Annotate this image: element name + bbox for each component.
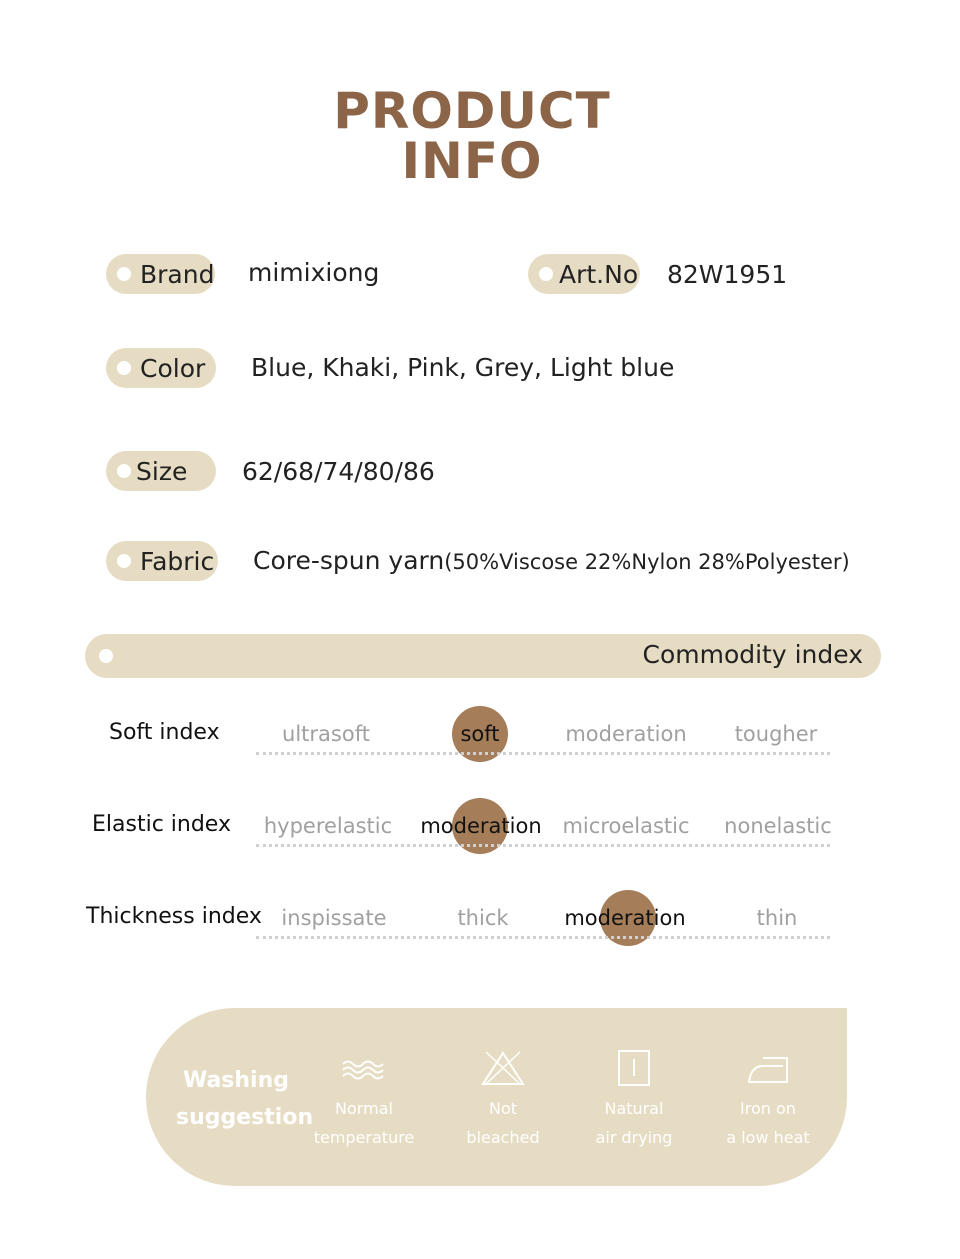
- size-value: 62/68/74/80/86: [242, 457, 435, 486]
- fabric-value-main: Core-spun yarn: [253, 546, 445, 575]
- washing-title-line1: Washing: [182, 1068, 290, 1093]
- size-label: Size: [136, 456, 188, 486]
- wash-item-not-bleached: [438, 1050, 568, 1152]
- wash-item-line1: Iron on: [740, 1099, 796, 1118]
- elastic-option-microelastic: microelastic: [562, 814, 690, 838]
- size-pill: [106, 451, 216, 491]
- thickness-option-thin: thin: [756, 906, 798, 930]
- fabric-pill: [106, 541, 218, 581]
- soft-index-track: [256, 752, 830, 755]
- wash-item-line1: Natural: [604, 1099, 664, 1118]
- brand-value: mimixiong: [248, 258, 380, 287]
- color-value: Blue, Khaki, Pink, Grey, Light blue: [251, 353, 675, 382]
- brand-pill: [106, 254, 215, 294]
- color-label: Color: [140, 353, 206, 383]
- wash-item-line2: temperature: [313, 1128, 415, 1147]
- fabric-value: [253, 546, 850, 575]
- page-title-line1: PRODUCT: [333, 82, 611, 140]
- washing-title-line2: suggestion: [176, 1105, 314, 1130]
- wash-item-line1: Normal: [335, 1099, 393, 1118]
- no-bleach-triangle-icon: [478, 1050, 528, 1086]
- elastic-index-track: [256, 844, 830, 847]
- thickness-option-inspissate: inspissate: [281, 906, 387, 930]
- bullet-dot-icon: [117, 554, 131, 568]
- soft-option-tougher: tougher: [734, 722, 818, 746]
- bullet-dot-icon: [117, 361, 131, 375]
- thickness-option-thick: thick: [457, 906, 509, 930]
- elastic-option-moderation: moderation: [420, 814, 542, 838]
- wash-item-line2: bleached: [466, 1128, 540, 1147]
- page-title-line2: INFO: [401, 132, 543, 190]
- thickness-index-track: [256, 936, 830, 939]
- elastic-option-nonelastic: nonelastic: [724, 814, 832, 838]
- iron-icon: [743, 1050, 793, 1086]
- elastic-option-hyperelastic: hyperelastic: [263, 814, 393, 838]
- thickness-option-moderation: moderation: [564, 906, 686, 930]
- elastic-index-label: Elastic index: [92, 812, 231, 837]
- bullet-dot-icon: [539, 267, 553, 281]
- wave-water-icon: [339, 1050, 389, 1086]
- page-title: [0, 82, 944, 190]
- soft-option-moderation: moderation: [565, 722, 687, 746]
- wash-item-normal-temperature: [299, 1050, 429, 1152]
- commodity-index-bar: [85, 634, 881, 678]
- wash-item-line1: Not: [488, 1099, 518, 1118]
- color-pill: [106, 348, 216, 388]
- thickness-index-label: Thickness index: [86, 904, 262, 929]
- art-no-label: Art.No: [559, 259, 639, 289]
- soft-option-soft: soft: [460, 722, 500, 746]
- washing-suggestion-title: [176, 1062, 314, 1136]
- wash-item-iron-low-heat: [703, 1050, 833, 1152]
- commodity-index-title: Commodity index: [642, 640, 863, 669]
- fabric-value-detail: (50%Viscose 22%Nylon 28%Polyester): [444, 550, 850, 574]
- soft-option-ultrasoft: ultrasoft: [282, 722, 370, 746]
- art-no-value: 82W1951: [667, 260, 788, 289]
- wash-item-line2: a low heat: [726, 1128, 810, 1147]
- line-dry-icon: [609, 1050, 659, 1086]
- bullet-dot-icon: [117, 464, 131, 478]
- bullet-dot-icon: [99, 649, 113, 663]
- wash-item-line2: air drying: [595, 1128, 673, 1147]
- bullet-dot-icon: [117, 267, 131, 281]
- fabric-label: Fabric: [140, 546, 215, 576]
- soft-index-label: Soft index: [109, 720, 220, 745]
- wash-item-natural-air-drying: [569, 1050, 699, 1152]
- brand-label: Brand: [140, 259, 215, 289]
- art-no-pill: [528, 254, 640, 294]
